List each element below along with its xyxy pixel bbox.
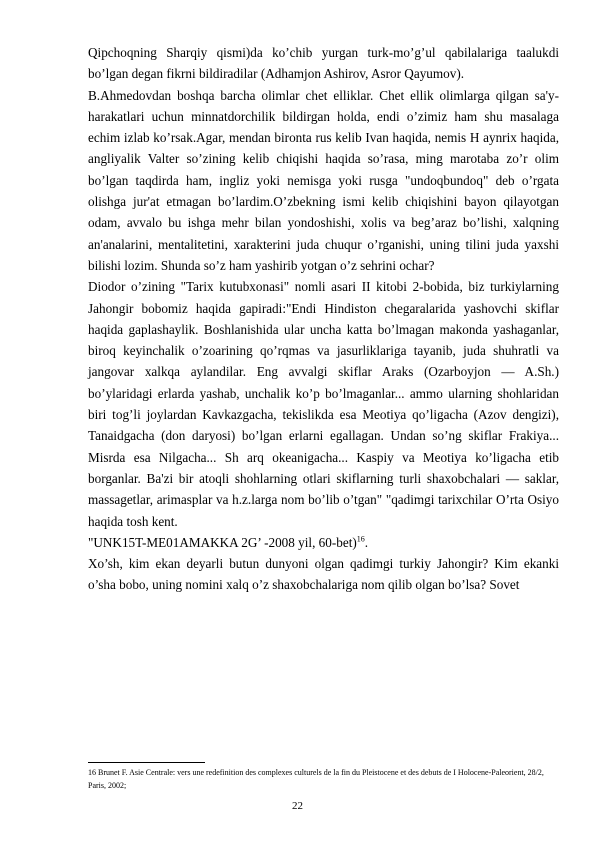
footnote-reference-suffix: .: [364, 534, 369, 550]
body-text: [88, 42, 559, 596]
paragraph-1: Qipchoqning Sharqiy qismi)da ko’chib yurgan turk-mo’g’ul qabilalariga taalukdi bo’lgan degan fikrni bildiradilar (Adhamjon Ashirov, Asror Qayumov).: [88, 45, 559, 82]
paragraph-2: B.Ahmedovdan boshqa barcha olimlar chet elliklar. Chet ellik olimlarga qilgan sa'y-harakatlari uchun minnatdorchilik bildirgan holda, endi o’zimiz ham shu masalaga echim izlab ko’rsak.Agar, mendan bironta rus kelib Ivan haqida, nemis H aynrix haqida, angliyalik Valter so’zining kelib chiqishi haqida so’rasa, ming marotaba zo’r olim bo’lgan taqdirda ham, ingliz yoki nemisga yoki rusga "undoqbundoq" deb o’rgata olishga jur'at etmagan bo’lardim.O’zbekning ismi kelib chiqishini bayon qilayotgan odam, avvalo bu ishga mehr bilan yondoshishi, xolis va beg’araz bo’lishi, xalqning an'analarini, mentalitetini, xarakterini juda chuqur o’rganishi, uning tilini juda yaxshi bilishi lozim. Shunda so’z ham yashirib yotgan o’z sehrini ochar?: [88, 87, 559, 273]
paragraph-5: Xo’sh, kim ekan deyarli butun dunyoni olgan qadimgi turkiy Jahongir? Kim ekanki o’sha bobo, uning nomini xalq o’z shaxobchalariga nom qilib olgan bo’lsa? Sovet: [88, 556, 559, 593]
footnote-separator: [88, 762, 205, 763]
footnote-reference[interactable]: 16: [356, 534, 365, 544]
page-number: 22: [292, 800, 303, 812]
paragraph-4-text: "UNK15T-ME01AMAKKA 2G’ -2008 yil, 60-bet): [88, 534, 357, 550]
footnote: 16 Brunet F. Asie Centrale: vers une redefinition des complexes culturels de la fin du Pleistocene et des debuts de I Holocene-Paleorient, 28/2, Paris, 2002;: [88, 768, 544, 790]
paragraph-4: [88, 532, 559, 553]
paragraph-3: Diodor o’zining "Tarix kutubxonasi" nomli asari II kitobi 2-bobida, biz turkiylarning Jahongir bobomiz haqida gapiradi:"Endi Hindiston chegaralarida yashovchi skiflar haqida gaplashaylik. Boshlanishida ular uncha katta bo’lmagan makonda yashaganlar, biroq keyinchalik o’zoarining qo’rqmas va jasurliklariga tayanib, juda shuhratli va jangovar xalkqa aylandilar. Eng avvalgi skiflar Araks (Ozarboyjon — A.Sh.) bo’ylaridagi erlarda yashab, unchalik ko’p bo’lmaganlar... ammo ularning shohlaridan biri tog’li joylardan Kavkazgacha, tekislikda esa Meotiya qo’ligacha (Azov dengizi), Tanaidgacha (don daryosi) bo’lgan erlarni egallagan. Undan so’ng skiflar Frakiya... Misrda esa Nilgacha... Sh arq okeanigacha... Kaspiy va Meotiya ko’ligacha etib borganlar. Ba'zi bir atoqli shohlarning otlari skiflarning turli shaxobchalari — saklar, massagetlar, arimasplar va h.z.larga nom bo’lib o’tgan" "qadimgi tarixchilar O’rta Osiyo haqida tosh kent.: [88, 279, 559, 529]
